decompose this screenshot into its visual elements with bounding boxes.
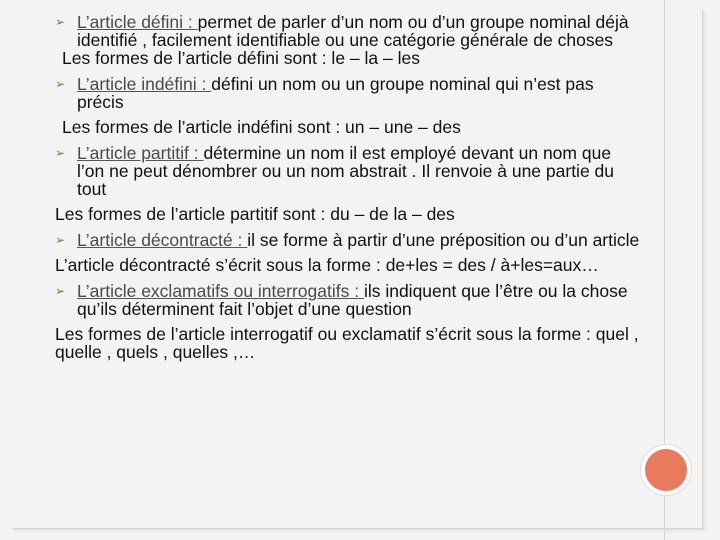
arrow-bullet-icon: ➢ bbox=[55, 146, 66, 160]
forms-line-interrogatif: Les formes de l’article interrogatif ou exclamatif s’écrit sous la forme : quel , quelle , quels , quelles ,… bbox=[55, 324, 639, 362]
arrow-bullet-icon: ➢ bbox=[55, 15, 66, 29]
forms-line-indefini: Les formes de l’article indéfini sont : un – une – des bbox=[62, 117, 461, 137]
bullet-item-exclamatif bbox=[55, 282, 640, 318]
bullet-item-decontracte bbox=[55, 231, 640, 249]
slide-content bbox=[55, 13, 640, 361]
bullet-label: L’article défini : bbox=[77, 12, 198, 32]
bullet-item-defini bbox=[55, 13, 640, 49]
bullet-label: L’article indéfini : bbox=[77, 74, 212, 94]
bullet-text: il se forme à partir d’une préposition ou d’un article bbox=[247, 230, 640, 250]
bullet-label: L’article décontracté : bbox=[77, 230, 248, 250]
arrow-bullet-icon: ➢ bbox=[55, 284, 66, 298]
forms-line-partitif: Les formes de l’article partitif sont : du – de la – des bbox=[55, 204, 455, 224]
bullet-text: défini un nom ou un groupe nominal qui n’est pas précis bbox=[77, 74, 594, 112]
arrow-bullet-icon: ➢ bbox=[55, 77, 66, 91]
bullet-text: ils indiquent que l’être ou la chose qu’ils déterminent fait l’objet d’une question bbox=[77, 281, 628, 319]
arrow-bullet-icon: ➢ bbox=[55, 233, 66, 247]
bullet-item-indefini bbox=[55, 75, 640, 111]
bullet-item-partitif bbox=[55, 144, 640, 198]
forms-line-defini: Les formes de l’article défini sont : le – la – les bbox=[62, 48, 420, 68]
bullet-label: L’article exclamatifs ou interrogatifs : bbox=[77, 281, 364, 301]
forms-line-decontracte: L’article décontracté s’écrit sous la forme : de+les = des / à+les=aux… bbox=[55, 255, 599, 275]
bullet-text: permet de parler d’un nom ou d’un groupe nominal déjà identifié , facilement identifiable ou une catégorie générale de choses bbox=[77, 12, 629, 50]
bullet-text: détermine un nom il est employé devant un nom que l’on ne peut dénombrer ou un nom abstrait . Il renvoie à une partie du tout bbox=[77, 143, 615, 199]
bullet-label: L’article partitif : bbox=[77, 143, 204, 163]
decorative-circle bbox=[645, 449, 687, 491]
